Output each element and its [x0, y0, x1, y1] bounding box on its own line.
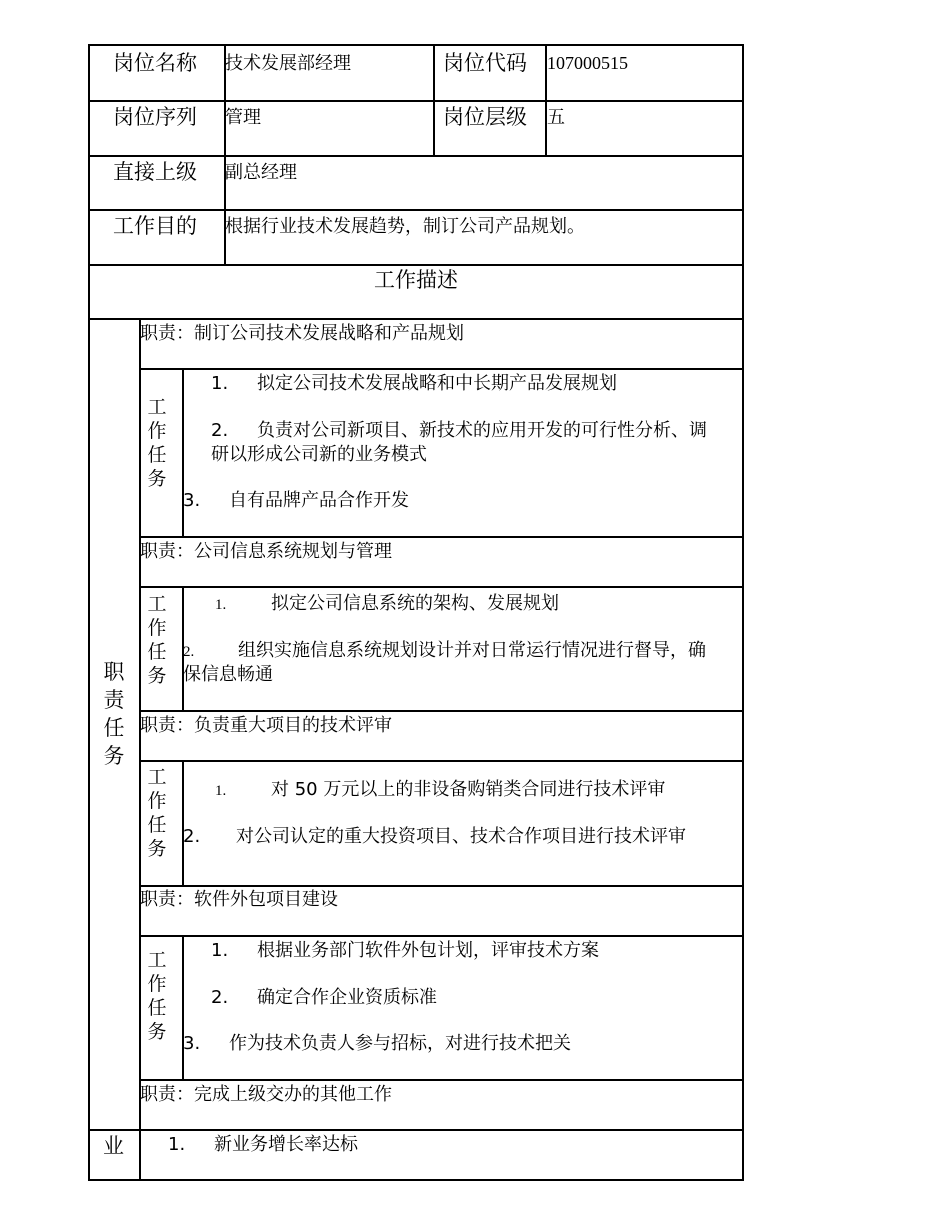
- position-code-value: 107000515: [547, 53, 628, 73]
- supervisor-label: 直接上级: [113, 160, 197, 184]
- task-text: 对 50 万元以上的非设备购销类合同进行技术评审: [271, 779, 666, 800]
- task-item: [215, 779, 665, 801]
- task-item: [183, 640, 706, 662]
- task-number: 2.: [183, 644, 195, 660]
- task-text-continued: 研以形成公司新的业务模式: [211, 444, 427, 465]
- task-item: [211, 420, 707, 442]
- position-name-label: 岗位名称: [113, 51, 197, 75]
- performance-text: 新业务增长率达标: [214, 1134, 358, 1155]
- purpose-value: 根据行业技术发展趋势，制订公司产品规划。: [225, 216, 585, 237]
- task-number: 2.: [183, 826, 201, 847]
- task-text: 组织实施信息系统规划设计并对日常运行情况进行督导，确: [238, 640, 706, 661]
- task-item: [215, 593, 559, 615]
- task-label: 工作任务: [147, 396, 167, 490]
- task-number: 2.: [211, 420, 229, 441]
- task-number: 3.: [183, 1033, 201, 1054]
- task-label: 工作任务: [147, 766, 167, 860]
- task-text: 确定合作企业资质标准: [257, 987, 437, 1008]
- duty-title: 职责：制订公司技术发展战略和产品规划: [140, 323, 464, 344]
- position-series-label: 岗位序列: [113, 105, 197, 129]
- position-level-label: 岗位层级: [443, 105, 527, 129]
- duty-title: 职责：完成上级交办的其他工作: [140, 1084, 392, 1105]
- task-number: 1.: [215, 783, 227, 799]
- task-item: [211, 940, 599, 962]
- task-text: 根据业务部门软件外包计划，评审技术方案: [257, 940, 599, 961]
- task-item: [211, 373, 617, 395]
- task-item: [183, 826, 686, 848]
- position-level-value: 五: [547, 107, 565, 128]
- task-number: 1.: [211, 940, 229, 961]
- section-title: 工作描述: [374, 268, 458, 292]
- performance-label: 业: [103, 1134, 124, 1158]
- task-text: 对公司认定的重大投资项目、技术合作项目进行技术评审: [236, 826, 686, 847]
- position-name-value: 技术发展部经理: [225, 53, 351, 74]
- task-text-continued: 保信息畅通: [183, 664, 273, 685]
- task-text: 自有品牌产品合作开发: [229, 490, 409, 511]
- position-code-label: 岗位代码: [443, 51, 527, 75]
- duty-title: 职责：软件外包项目建设: [140, 889, 338, 910]
- task-item: [183, 490, 409, 512]
- task-item: [183, 1033, 571, 1055]
- duty-title: 职责：负责重大项目的技术评审: [140, 715, 392, 736]
- task-number: 1.: [215, 597, 227, 613]
- task-item: [211, 987, 437, 1009]
- task-number: 2.: [211, 987, 229, 1008]
- task-number: 1.: [211, 373, 229, 394]
- task-label: 工作任务: [147, 949, 167, 1043]
- task-number: 3.: [183, 490, 201, 511]
- task-text: 拟定公司信息系统的架构、发展规划: [271, 593, 559, 614]
- task-label: 工作任务: [147, 593, 167, 687]
- task-text: 作为技术负责人参与招标，对进行技术把关: [229, 1033, 571, 1054]
- performance-number: 1.: [168, 1134, 186, 1155]
- task-text: 负责对公司新项目、新技术的应用开发的可行性分析、调: [257, 420, 707, 441]
- purpose-label: 工作目的: [113, 214, 197, 238]
- supervisor-value: 副总经理: [225, 162, 297, 183]
- performance-item: [168, 1134, 358, 1156]
- task-text: 拟定公司技术发展战略和中长期产品发展规划: [257, 373, 617, 394]
- duty-title: 职责：公司信息系统规划与管理: [140, 541, 392, 562]
- duties-label: 职责任务: [103, 660, 125, 768]
- position-series-value: 管理: [225, 107, 261, 128]
